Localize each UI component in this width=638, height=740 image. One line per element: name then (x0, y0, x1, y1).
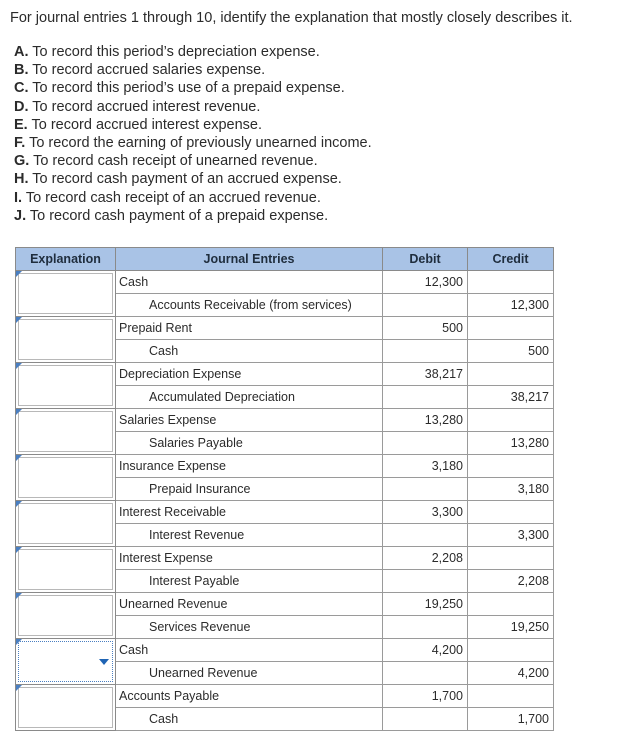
table-row (16, 317, 554, 340)
table-row (16, 501, 554, 524)
credit-amount-empty (468, 547, 554, 570)
debit-amount: 3,300 (383, 501, 468, 524)
credit-amount-empty (468, 317, 554, 340)
table-row (16, 363, 554, 386)
debit-account: Interest Expense (116, 547, 383, 570)
credit-amount: 38,217 (468, 386, 554, 409)
credit-account: Unearned Revenue (116, 662, 383, 685)
corner-marker-icon (16, 593, 22, 599)
option-b: B. To record accrued salaries expense. (14, 62, 266, 79)
debit-amount: 500 (383, 317, 468, 340)
credit-amount-empty (468, 501, 554, 524)
corner-marker-icon (16, 317, 22, 323)
corner-marker-icon (16, 363, 22, 369)
debit-account: Depreciation Expense (116, 363, 383, 386)
option-a: A. To record this period’s depreciation expense. (14, 44, 320, 60)
option-g: G. To record cash receipt of unearned revenue. (14, 153, 318, 170)
credit-amount-empty (468, 639, 554, 662)
credit-amount: 500 (468, 340, 554, 363)
credit-account: Prepaid Insurance (116, 478, 383, 501)
corner-marker-icon (16, 455, 22, 461)
explanation-select-5[interactable] (16, 455, 116, 501)
table-row (16, 409, 554, 432)
table-header-row (16, 248, 554, 271)
debit-amount-empty (383, 524, 468, 547)
explanation-select-6[interactable] (16, 501, 116, 547)
credit-amount: 2,208 (468, 570, 554, 593)
debit-account: Accounts Payable (116, 685, 383, 708)
debit-account: Cash (116, 271, 383, 294)
option-e: E. To record accrued interest expense. (14, 116, 262, 133)
credit-amount-empty (468, 409, 554, 432)
debit-amount: 13,280 (383, 409, 468, 432)
credit-amount: 3,180 (468, 478, 554, 501)
dropdown-arrow-icon[interactable] (99, 659, 109, 665)
credit-amount-empty (468, 593, 554, 616)
debit-account: Prepaid Rent (116, 317, 383, 340)
explanation-select-4[interactable] (16, 409, 116, 455)
debit-amount-empty (383, 478, 468, 501)
option-c: C. To record this period’s use of a prepaid expense. (14, 80, 345, 97)
explanation-options (14, 43, 372, 225)
credit-account: Services Revenue (116, 616, 383, 639)
credit-amount: 1,700 (468, 708, 554, 731)
option-f: F. To record the earning of previously unearned income. (14, 134, 372, 151)
corner-marker-icon (16, 639, 22, 645)
option-d: D. To record accrued interest revenue. (14, 98, 261, 115)
corner-marker-icon (16, 501, 22, 507)
credit-account: Interest Payable (116, 570, 383, 593)
debit-amount: 3,180 (383, 455, 468, 478)
debit-amount-empty (383, 294, 468, 317)
corner-marker-icon (16, 685, 22, 691)
debit-amount: 38,217 (383, 363, 468, 386)
debit-account: Salaries Expense (116, 409, 383, 432)
credit-amount: 12,300 (468, 294, 554, 317)
debit-amount-empty (383, 340, 468, 363)
credit-account: Accumulated Depreciation (116, 386, 383, 409)
explanation-select-2[interactable] (16, 317, 116, 363)
corner-marker-icon (16, 547, 22, 553)
credit-amount-empty (468, 685, 554, 708)
debit-amount-empty (383, 708, 468, 731)
credit-account: Salaries Payable (116, 432, 383, 455)
debit-account: Interest Receivable (116, 501, 383, 524)
explanation-select-9[interactable] (16, 639, 116, 685)
header-explanation: Explanation (16, 248, 116, 271)
option-h: H. To record cash payment of an accrued expense. (14, 171, 342, 188)
table-row (16, 271, 554, 294)
debit-amount-empty (383, 386, 468, 409)
table-row (16, 639, 554, 662)
explanation-select-10[interactable] (16, 685, 116, 731)
debit-account: Cash (116, 639, 383, 662)
header-debit: Debit (383, 248, 468, 271)
credit-amount: 4,200 (468, 662, 554, 685)
table-row (16, 455, 554, 478)
explanation-select-1[interactable] (16, 271, 116, 317)
explanation-select-8[interactable] (16, 593, 116, 639)
table-row (16, 685, 554, 708)
credit-account: Cash (116, 708, 383, 731)
debit-amount: 2,208 (383, 547, 468, 570)
table-row (16, 547, 554, 570)
debit-amount: 19,250 (383, 593, 468, 616)
debit-amount-empty (383, 616, 468, 639)
instructions: For journal entries 1 through 10, identify the explanation that mostly closely describes it. (10, 10, 573, 26)
credit-amount-empty (468, 271, 554, 294)
debit-amount-empty (383, 570, 468, 593)
journal-entries-table (15, 247, 554, 731)
credit-account: Interest Revenue (116, 524, 383, 547)
credit-amount: 19,250 (468, 616, 554, 639)
explanation-select-3[interactable] (16, 363, 116, 409)
credit-amount: 3,300 (468, 524, 554, 547)
credit-account: Cash (116, 340, 383, 363)
debit-amount-empty (383, 662, 468, 685)
credit-amount: 13,280 (468, 432, 554, 455)
corner-marker-icon (16, 271, 22, 277)
credit-amount-empty (468, 455, 554, 478)
table-row (16, 593, 554, 616)
debit-amount: 1,700 (383, 685, 468, 708)
credit-amount-empty (468, 363, 554, 386)
header-credit: Credit (468, 248, 554, 271)
debit-account: Unearned Revenue (116, 593, 383, 616)
debit-amount: 4,200 (383, 639, 468, 662)
header-journal-entries: Journal Entries (116, 248, 383, 271)
debit-account: Insurance Expense (116, 455, 383, 478)
credit-account: Accounts Receivable (from services) (116, 294, 383, 317)
explanation-select-7[interactable] (16, 547, 116, 593)
option-i: I. To record cash receipt of an accrued revenue. (14, 189, 321, 206)
debit-amount: 12,300 (383, 271, 468, 294)
corner-marker-icon (16, 409, 22, 415)
debit-amount-empty (383, 432, 468, 455)
option-j: J. To record cash payment of a prepaid expense. (14, 207, 329, 224)
